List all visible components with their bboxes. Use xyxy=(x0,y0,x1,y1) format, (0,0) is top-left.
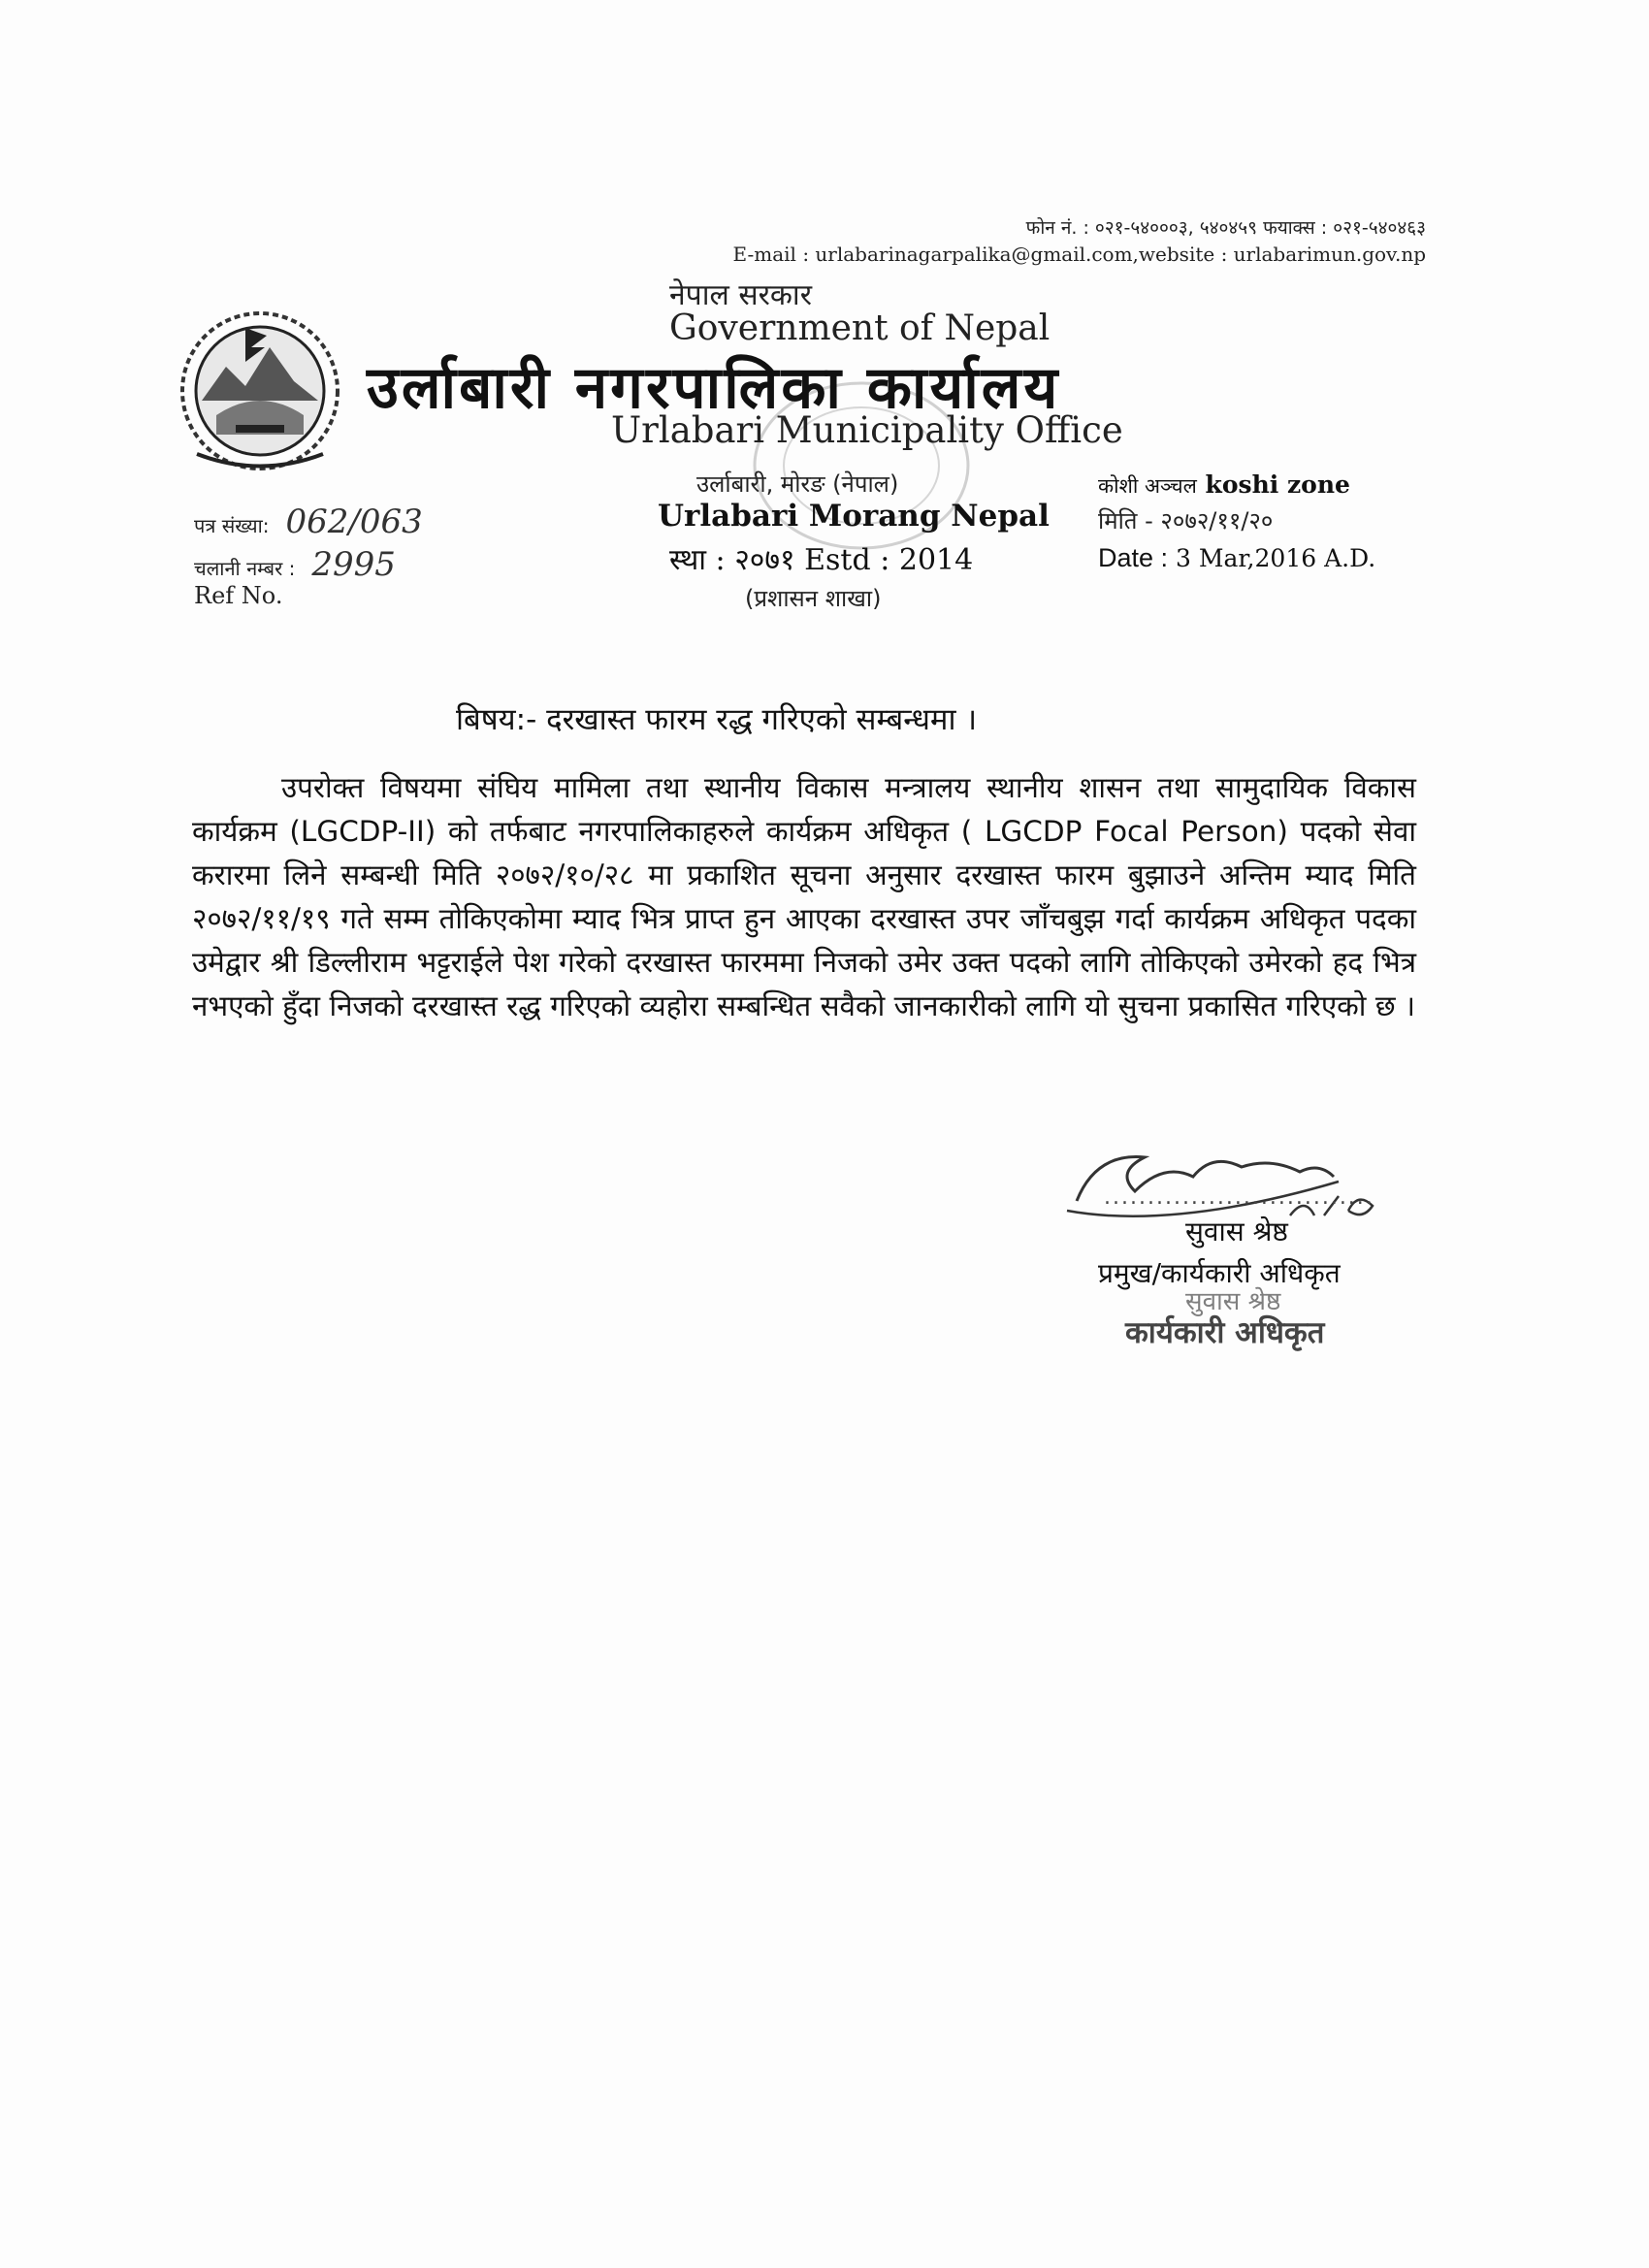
date-label: Date : xyxy=(1098,543,1169,572)
signatory-title: प्रमुख/कार्यकारी अधिकृत xyxy=(1098,1257,1341,1289)
email-website-line: E-mail : urlabarinagarpalika@gmail.com,website : urlabarimun.gov.np xyxy=(732,243,1426,266)
signature-dots: ............................... xyxy=(1104,1185,1374,1210)
chalani-line xyxy=(194,545,396,584)
phone-fax-line: फोन नं. : ०२१-५४०००३, ५४०४५९ फयाक्स : ०२१-५४०४६३ xyxy=(1025,217,1426,239)
stamp-title: कार्यकारी अधिकृत xyxy=(1125,1315,1325,1350)
address-nepali: उर्लाबारी, मोरङ (नेपाल) xyxy=(696,470,899,498)
contact-block xyxy=(733,215,1426,268)
office-name-nepali: उर्लाबारी नगरपालिका कार्यालय xyxy=(367,354,1061,422)
patra-label: पत्र संख्या: xyxy=(194,514,270,537)
zone-english: koshi zone xyxy=(1205,470,1350,499)
zone-line xyxy=(1098,470,1350,500)
established-year: स्था : २०७१ Estd : 2014 xyxy=(669,543,974,577)
office-name-english: Urlabari Municipality Office xyxy=(611,409,1123,451)
patra-value: 062/063 xyxy=(285,502,423,541)
patra-sankhya-line xyxy=(194,502,423,541)
letter-body: उपरोक्त विषयमा संघिय मामिला तथा स्थानीय विकास मन्त्रालय स्थानीय शासन तथा सामुदायिक विकास कार्यक्रम (LGCDP-II) को तर्फबाट नगरपालिकाहरुले कार्यक्रम अधिकृत ( LGCDP Focal Person) पदको सेवा करारमा लिने सम्बन्धी मिति २०७२/१०/२८ मा प्रकाशित सूचना अनुसार दरखास्त फारम बुझाउने अन्तिम म्याद मिति २०७२/११/१९ गते सम्म तोकिएकोमा म्याद भित्र प्राप्त हुन आएका दरखास्त उपर जाँचबुझ गर्दा कार्यक्रम अधिकृत पदका उमेद्वार श्री डिल्लीराम भट्टराईले पेश गरेको दरखास्त फारममा निजको उमेर उक्त पदको लागि तोकिएको उमेरको हद भित्र नभएको हुँदा निजको दरखास्त रद्ध गरिएको व्यहोरा सम्बन्धित सवैको जानकारीको लागि यो सुचना प्रकासित गरिएको छ । xyxy=(192,771,1416,1022)
address-english: Urlabari Morang Nepal xyxy=(658,499,1050,534)
chalani-value: 2995 xyxy=(311,545,396,584)
date-english-line xyxy=(1098,543,1375,573)
ref-no-label: Ref No. xyxy=(194,582,283,609)
date-english: 3 Mar,2016 A.D. xyxy=(1176,544,1376,572)
zone-nepali: कोशी अञ्चल xyxy=(1098,474,1197,498)
signatory-name: सुवास श्रेष्ठ xyxy=(1185,1215,1288,1247)
subject-line: बिषय:- दरखास्त फारम रद्ध गरिएको सम्बन्धमा । xyxy=(456,702,978,737)
government-nepali: नेपाल सरकार xyxy=(669,278,812,312)
government-english: Government of Nepal xyxy=(669,308,1051,348)
branch-name: (प्रशासन शाखा) xyxy=(745,585,882,612)
chalani-label: चलानी नम्बर : xyxy=(194,557,296,580)
nepal-emblem-logo xyxy=(178,308,342,473)
stamp-name: सुवास श्रेष्ठ xyxy=(1185,1287,1281,1316)
date-nepali: मिति - २०७२/११/२० xyxy=(1098,507,1274,535)
